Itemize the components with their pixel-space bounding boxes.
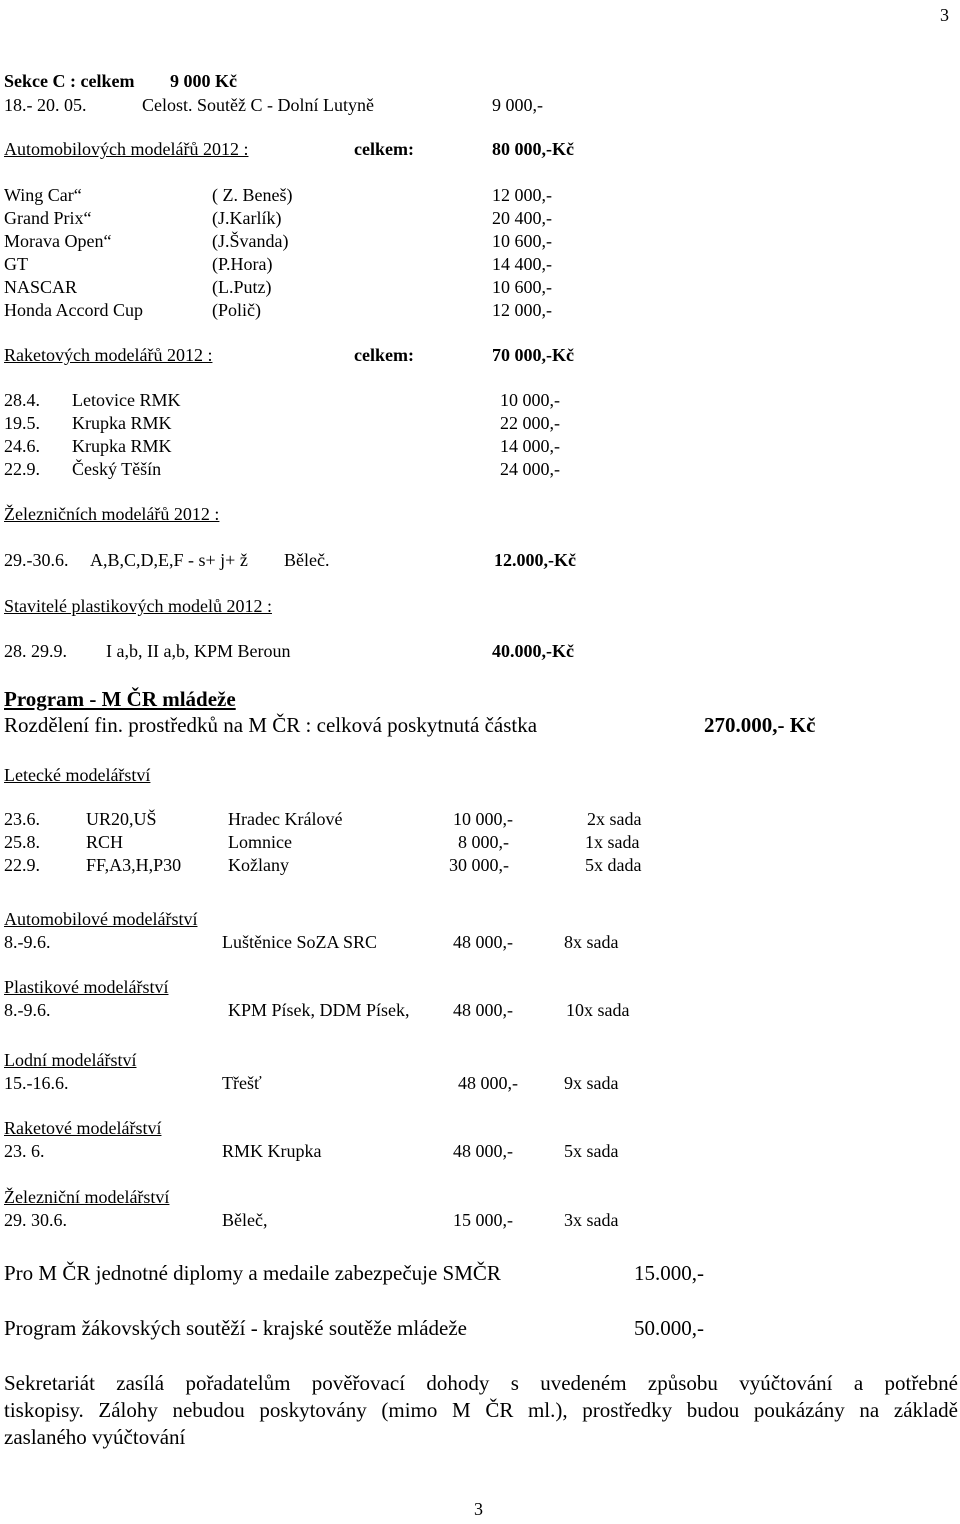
- auto-row-name: Grand Prix“: [4, 208, 92, 228]
- letecke-row-sets: 1x sada: [585, 832, 640, 852]
- letecke-row-amount: 8 000,-: [458, 832, 509, 852]
- auto-row-amount: 14 400,-: [492, 254, 552, 274]
- sekce-c-event: Celost. Soutěž C - Dolní Lutyně: [142, 95, 374, 115]
- championship-place: Běleč,: [222, 1210, 268, 1230]
- championship-sets: 10x sada: [566, 1000, 630, 1020]
- sekce-c-amount: 9 000 Kč: [170, 71, 237, 91]
- letecke-row-date: 22.9.: [4, 855, 40, 875]
- letecke-row-place: Lomnice: [228, 832, 292, 852]
- letecke-row-sets: 2x sada: [587, 809, 642, 829]
- letecke-row-place: Kožlany: [228, 855, 289, 875]
- auto-row-amount: 12 000,-: [492, 185, 552, 205]
- auto-row-amount: 10 600,-: [492, 277, 552, 297]
- plast-row-classes: I a,b, II a,b, KPM Beroun: [106, 641, 291, 661]
- raket-row-place: Český Těšín: [72, 459, 162, 479]
- raket-row-amount: 24 000,-: [500, 459, 560, 479]
- auto-row-amount: 20 400,-: [492, 208, 552, 228]
- auto-row-person: (J.Švanda): [212, 231, 289, 251]
- championship-heading: Plastikové modelářství: [4, 977, 169, 997]
- page-number-bottom: 3: [474, 1499, 483, 1519]
- program-distribution-total: 270.000,- Kč: [704, 713, 816, 737]
- championship-amount: 15 000,-: [453, 1210, 513, 1230]
- zelez-row-classes: A,B,C,D,E,F - s+ j+ ž: [90, 550, 248, 570]
- raket-heading: Raketových modelářů 2012 :: [4, 345, 213, 365]
- letecke-heading: Letecké modelářství: [4, 765, 151, 785]
- championship-amount: 48 000,-: [453, 1141, 513, 1161]
- championship-heading: Železniční modelářství: [4, 1187, 170, 1207]
- auto-row-person: (P.Hora): [212, 254, 273, 274]
- auto-row-name: Wing Car“: [4, 185, 82, 205]
- letecke-row-place: Hradec Králové: [228, 809, 343, 829]
- raket-row-date: 19.5.: [4, 413, 40, 433]
- auto-total: 80 000,-Kč: [492, 139, 574, 159]
- auto-row-person: (J.Karlík): [212, 208, 282, 228]
- sekce-c-row-amount: 9 000,-: [492, 95, 543, 115]
- championship-date: 15.-16.6.: [4, 1073, 69, 1093]
- letecke-row-category: FF,A3,H,P30: [86, 855, 182, 875]
- championship-heading: Automobilové modelářství: [4, 909, 198, 929]
- raket-total: 70 000,-Kč: [492, 345, 574, 365]
- plast-row-date: 28. 29.9.: [4, 641, 67, 661]
- letecke-row-amount: 30 000,-: [449, 855, 509, 875]
- note-line: tiskopisy. Zálohy nebudou poskytovány (mimo M ČR ml.), prostředky budou poukázány na základě: [4, 1398, 958, 1422]
- auto-row-amount: 10 600,-: [492, 231, 552, 251]
- letecke-row-date: 23.6.: [4, 809, 40, 829]
- auto-row-name: GT: [4, 254, 28, 274]
- championship-place: Třešť: [222, 1073, 262, 1093]
- championship-heading: Raketové modelářství: [4, 1118, 162, 1138]
- program-heading: Program - M ČR mládeže: [4, 687, 236, 711]
- raket-row-amount: 22 000,-: [500, 413, 560, 433]
- zelez-heading: Železničních modelářů 2012 :: [4, 504, 220, 524]
- championship-date: 29. 30.6.: [4, 1210, 67, 1230]
- championship-date: 8.-9.6.: [4, 1000, 51, 1020]
- auto-row-name: Honda Accord Cup: [4, 300, 143, 320]
- plast-row-amount: 40.000,-Kč: [492, 641, 574, 661]
- summary-amount: 15.000,-: [634, 1261, 704, 1285]
- program-distribution: Rozdělení fin. prostředků na M ČR : celková poskytnutá částka: [4, 713, 538, 737]
- raket-row-amount: 14 000,-: [500, 436, 560, 456]
- note-line: zaslaného vyúčtování: [4, 1425, 186, 1449]
- letecke-row-category: UR20,UŠ: [86, 809, 157, 829]
- zelez-row-date: 29.-30.6.: [4, 550, 69, 570]
- championship-place: Luštěnice SoZA SRC: [222, 932, 378, 952]
- auto-row-person: (Polič): [212, 300, 261, 320]
- auto-row-name: NASCAR: [4, 277, 78, 297]
- summary-label: Pro M ČR jednotné diplomy a medaile zabezpečuje SMČR: [4, 1261, 501, 1285]
- note-line: Sekretariát zasílá pořadatelům pověřovací dohody s uvedeném způsobu vyúčtování a potřebné: [4, 1371, 958, 1395]
- championship-place: KPM Písek, DDM Písek,: [228, 1000, 410, 1020]
- auto-total-label: celkem:: [354, 139, 414, 159]
- plast-heading: Stavitelé plastikových modelů 2012 :: [4, 596, 272, 616]
- summary-label: Program žákovských soutěží - krajské soutěže mládeže: [4, 1316, 467, 1340]
- championship-sets: 5x sada: [564, 1141, 619, 1161]
- auto-heading: Automobilových modelářů 2012 :: [4, 139, 249, 159]
- auto-row-person: ( Z. Beneš): [212, 185, 293, 205]
- auto-row-name: Morava Open“: [4, 231, 112, 251]
- raket-total-label: celkem:: [354, 345, 414, 365]
- championship-sets: 9x sada: [564, 1073, 619, 1093]
- raket-row-date: 24.6.: [4, 436, 40, 456]
- championship-date: 8.-9.6.: [4, 932, 51, 952]
- championship-amount: 48 000,-: [458, 1073, 518, 1093]
- summary-amount: 50.000,-: [634, 1316, 704, 1340]
- zelez-row-amount: 12.000,-Kč: [494, 550, 576, 570]
- letecke-row-date: 25.8.: [4, 832, 40, 852]
- sekce-c-date: 18.- 20. 05.: [4, 95, 87, 115]
- letecke-row-amount: 10 000,-: [453, 809, 513, 829]
- championship-date: 23. 6.: [4, 1141, 45, 1161]
- sekce-c-title: Sekce C : celkem: [4, 71, 135, 91]
- letecke-row-category: RCH: [86, 832, 124, 852]
- championship-sets: 8x sada: [564, 932, 619, 952]
- raket-row-date: 28.4.: [4, 390, 40, 410]
- auto-row-person: (L.Putz): [212, 277, 272, 297]
- championship-amount: 48 000,-: [453, 932, 513, 952]
- championship-sets: 3x sada: [564, 1210, 619, 1230]
- letecke-row-sets: 5x dada: [585, 855, 642, 875]
- raket-row-place: Krupka RMK: [72, 413, 172, 433]
- auto-row-amount: 12 000,-: [492, 300, 552, 320]
- zelez-row-place: Běleč.: [284, 550, 330, 570]
- raket-row-place: Letovice RMK: [72, 390, 181, 410]
- championship-amount: 48 000,-: [453, 1000, 513, 1020]
- championship-heading: Lodní modelářství: [4, 1050, 137, 1070]
- championship-place: RMK Krupka: [222, 1141, 322, 1161]
- raket-row-date: 22.9.: [4, 459, 40, 479]
- raket-row-place: Krupka RMK: [72, 436, 172, 456]
- page-number-top: 3: [940, 5, 949, 25]
- raket-row-amount: 10 000,-: [500, 390, 560, 410]
